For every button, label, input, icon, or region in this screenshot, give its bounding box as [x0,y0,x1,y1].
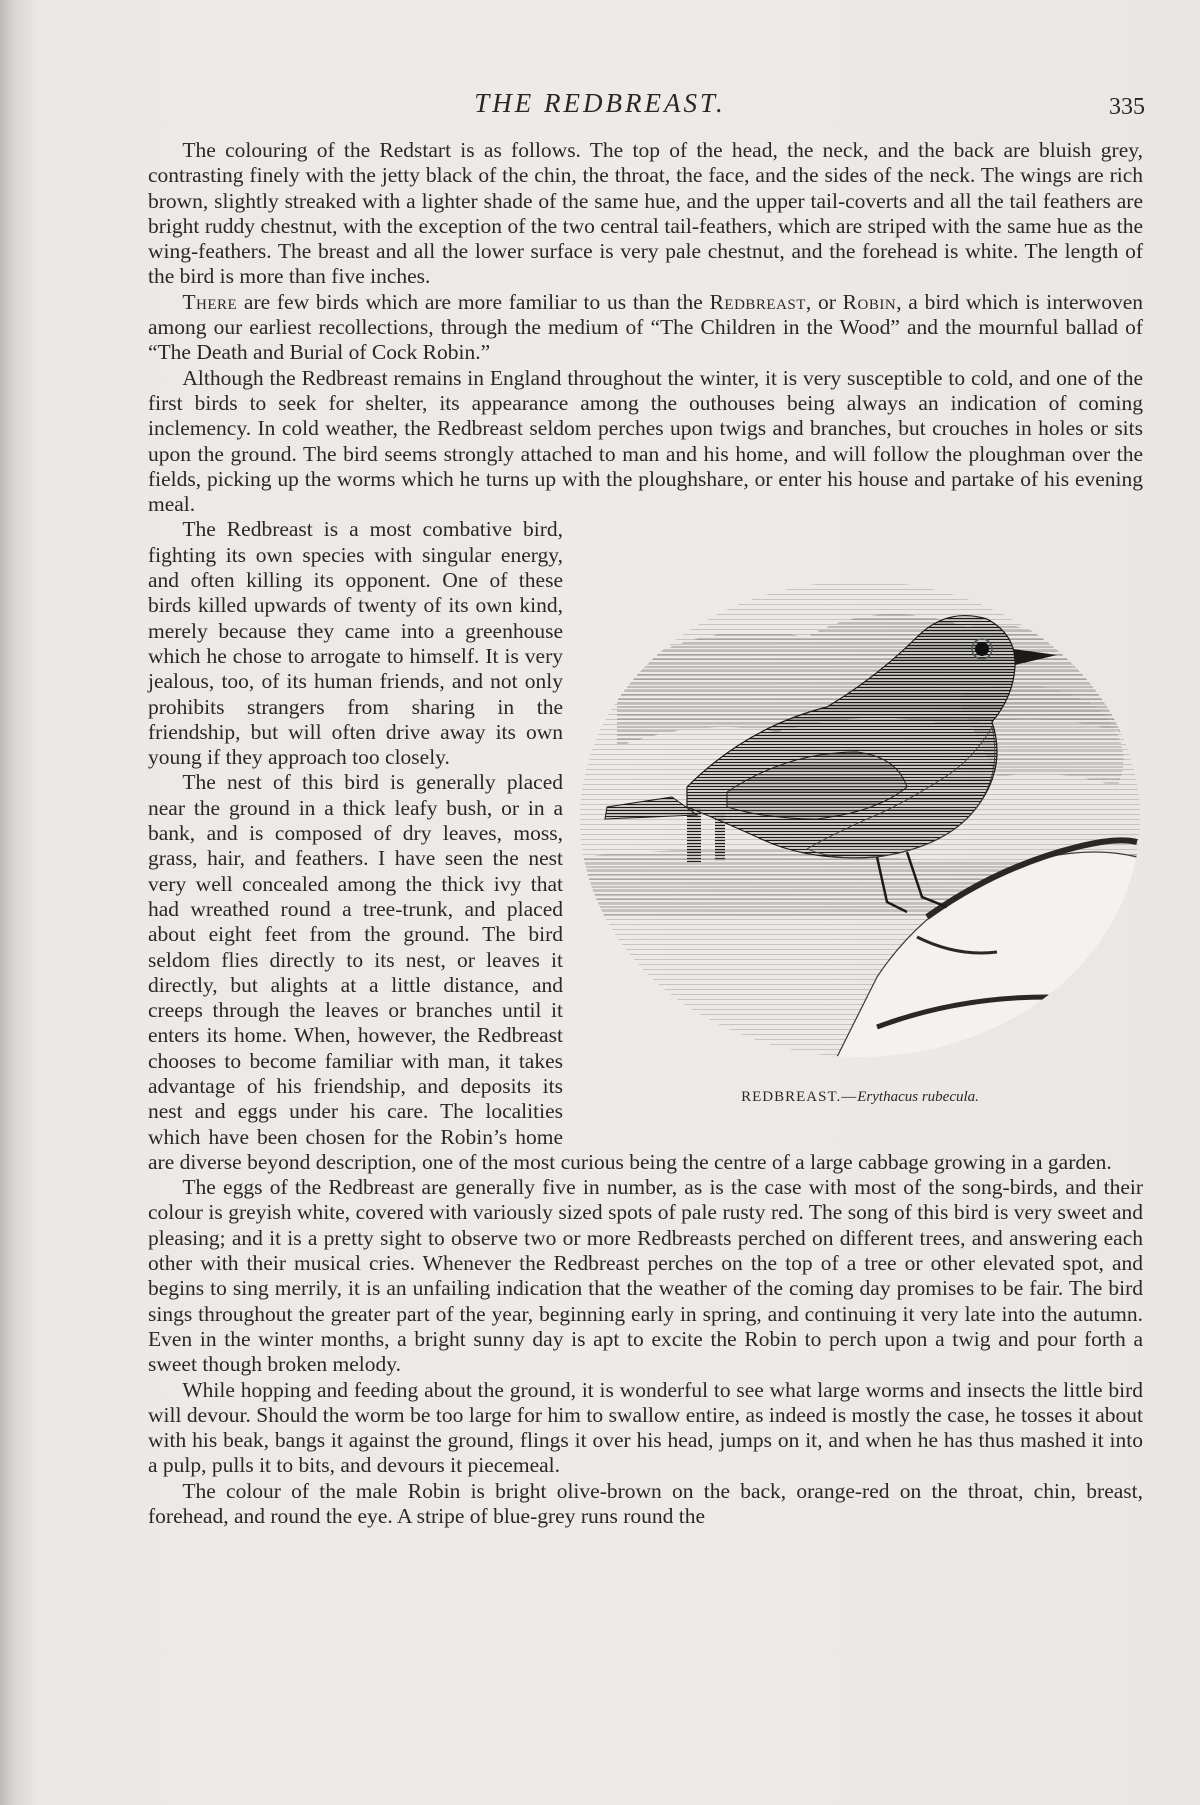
paragraph-feeding: While hopping and feeding about the ground, it is wonderful to see what large worms and insects the little bird will devour. Should the worm be too large for him to swallow entire, as indeed is mostly the case, he tosses it about with his beak, bangs it against the ground, flings it over his head, jumps on it, and when he has thus mashed it into a pulp, pulls it to bits, and devours it piecemeal. [148,1377,1143,1478]
paragraph-winter: Although the Redbreast remains in England throughout the winter, it is very susceptible to cold, and one of the first birds to seek for shelter, its appearance among the outhouses being always an indication of coming inclemency. In cold weather, the Redbreast seldom perches upon twigs and branches, but crouches in holes or sits upon the ground. The bird seems strongly attached to man and his home, and will follow the ploughman over the fields, picking up the worms which he turns up with the ploughshare, or enter his house and partake of his evening meal. [148,365,1143,517]
running-head: THE REDBREAST. [474,88,726,118]
paragraph-redbreast-intro [148,290,1143,366]
text-run: , or [805,289,843,314]
paragraph-combative: The Redbreast is a most combative bird, fighting its own species with singular energy, and often killing its opponent. One of these birds killed upwards of twenty of its own kind, merely because they came into a greenhouse which he chose to arrogate to himself. It is very jealous, too, of its human friends, and not only prohibits strangers from sharing in the friendship, but will often drive away its own young if they approach too closely. [148,517,563,770]
robin-illustration-icon [577,557,1143,1077]
caption-label: REDBREAST.— [741,1089,858,1106]
text-run: are few birds which are more familiar to us than the [237,289,710,314]
figure-caption [577,1085,1143,1110]
paragraph-eggs-song: The eggs of the Redbreast are generally five in number, as is the case with most of the song-birds, and their colour is greyish white, covered with variously sized spots of pale rusty red. The song of this bird is very sweet and pleasing; and it is a pretty sight to observe two or more Redbreasts perched on different trees, and answering each other with their musical cries. Whenever the Redbreast perches on the top of a tree or other elevated spot, and begins to sing merrily, it is an unfailing indication that the weather of the coming day promises to be fair. The bird sings throughout the greater part of the year, beginning early in spring, and continuing it very late into the autumn. Even in the winter months, a bright sunny day is apt to excite the Robin to perch upon a twig and pour forth a sweet though broken melody. [148,1175,1143,1377]
page-number: 335 [1109,94,1145,120]
page-header [0,88,1200,128]
paragraph-redstart-colouring: The colouring of the Redstart is as follows. The top of the head, the neck, and the back are bluish grey, contrasting finely with the jetty black of the chin, the throat, the face, and the sides of the neck. The wings are rich brown, slightly streaked with a lighter shade of the same hue, and the upper tail-coverts and all the tail feathers are bright ruddy chestnut, with the exception of the two central tail-feathers, which are striped with the same hue as the wing-feathers. The breast and all the lower surface is very pale chestnut, and the forehead is white. The length of the bird is more than five inches. [148,138,1143,289]
paragraph-colour-male: The colour of the male Robin is bright olive-brown on the back, orange-red on the throat, chin, breast, forehead, and round the eye. A stripe of blue-grey runs round the [148,1478,1143,1529]
paragraph-nest: The nest of this bird is generally placed near the ground in a thick leafy bush, or in a bank, and is composed of dry leaves, moss, grass, hair, and feathers. I have seen the nest very well concealed among the thick ivy that had wreathed round a tree-trunk, and placed about eight feet from the ground. The bird seldom flies directly to its nest, or leaves it directly, but alights at a little distance, and creeps through the leaves or branches until it enters its home. When, however, the Redbreast chooses to become familiar with man, it takes advantage of his friendship, and deposits its nest and eggs under his care. The localities which have been chosen for the Robin’s home are diverse beyond description, one of the most curious being the centre of a large cabbage growing in a garden. [148,770,1112,1174]
lead-word: There [182,289,238,314]
name-redbreast: Redbreast [709,289,806,314]
caption-latin-name: Erythacus rubecula. [857,1089,979,1106]
text-run: , a bird which is interwoven among our earliest recollections, through the medium of “The Children in the Wood” and the mournful ballad of “The Death and Burial of Cock Robin.” [148,289,1143,365]
name-robin: Robin [842,289,897,314]
robin-figure [577,557,1143,1122]
body-text [148,138,1143,1529]
